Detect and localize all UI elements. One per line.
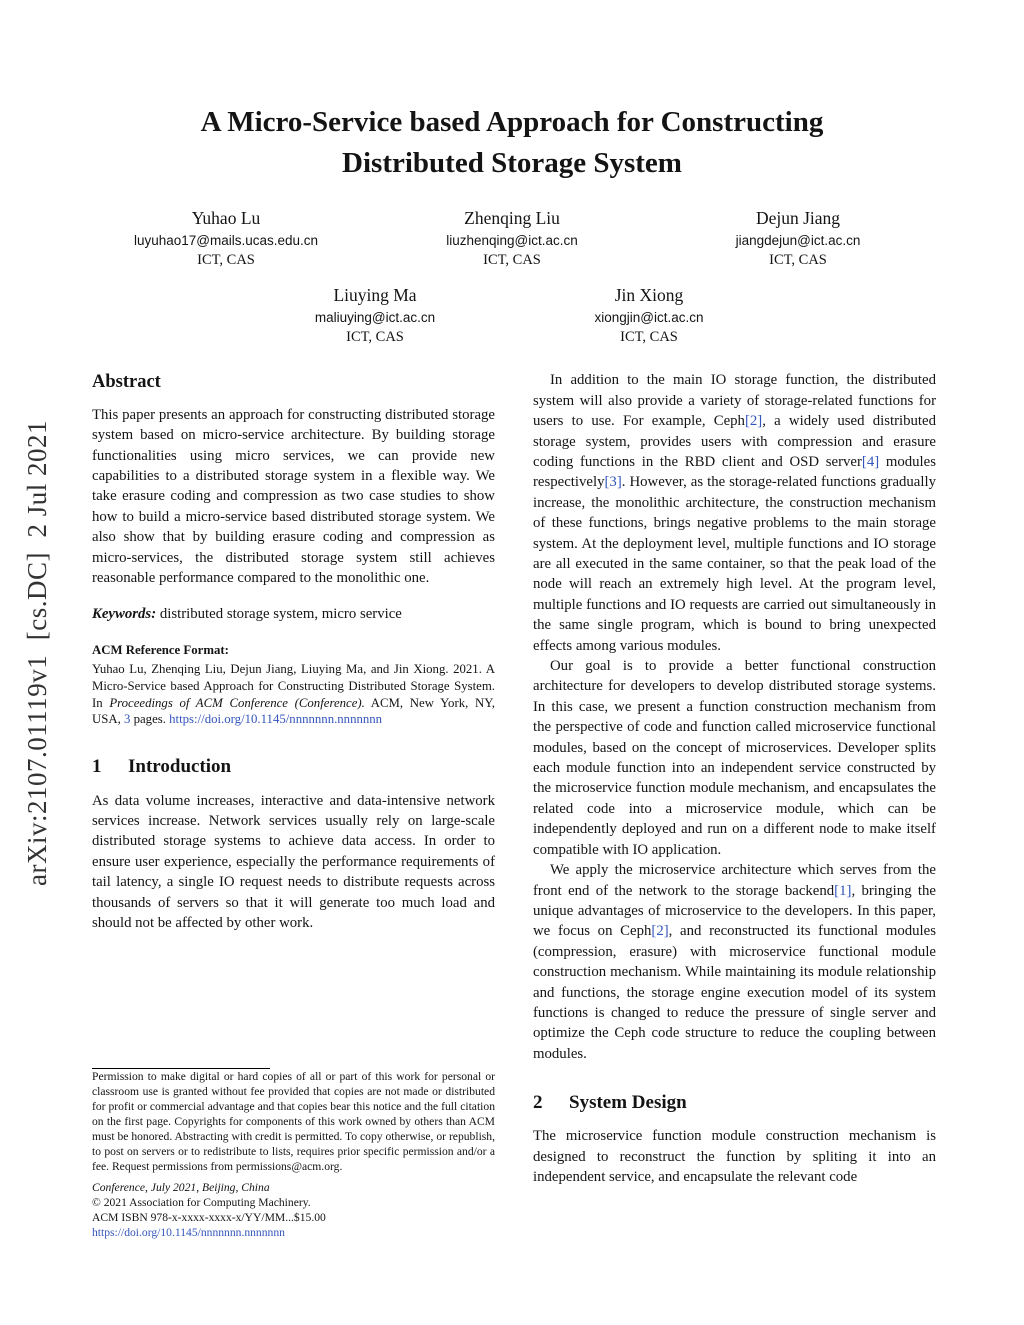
author-name: Liuying Ma [333,285,417,306]
citation-link[interactable]: [1] [834,882,852,899]
author-affiliation: ICT, CAS [769,252,827,269]
footnote-block [92,1068,495,1241]
author-affiliation: ICT, CAS [197,252,255,269]
text-segment: modules respectively [533,453,936,491]
citation-link[interactable]: [3] [604,474,622,491]
text-segment: Proceedings of ACM Conference (Conference). [109,695,365,710]
author-name: Jin Xiong [614,285,684,306]
acm-reference-label: ACM Reference Format: [92,642,229,657]
acm-reference-text [92,661,495,729]
body-paragraph: Our goal is to provide a better functional construction architecture for developers to develop distributed storage systems. In this case, we present a function construction mechanism from the perspective of code and function called microservice functional modules, based on the concept of microservices. Developer splits each module function into an independent service constructed by the microservice function module mechanism, and encapsulates the related code into a microservice module, which can be independently deployed and run on a different node to make itself compatible with IO application. [533,658,936,858]
text-segment: In addition to the main IO storage function, the distributed system will also provide a variety of storage-related functions for users to use. For example, Ceph [533,372,936,430]
author-email: xiongjin@ict.ac.cn [594,310,704,326]
section-number: 1 [92,756,102,778]
copyright-notice: © 2021 Association for Computing Machinery. [92,1196,311,1210]
abstract-paragraph: This paper presents an approach for constructing distributed storage system based on micro-service architecture. By building storage functionalities using micro services, we can provide new capabilities to a distributed storage system in a flexible way. We take erasure coding and compression as two case studies to show how to build a micro-service based distributed storage system. We also show that by building erasure coding and compression as micro-services, the distributed storage system still achieves reasonable performance compared to the monolithic one. [92,406,495,587]
author-email: maliuying@ict.ac.cn [314,310,436,326]
body-paragraph [533,370,936,656]
paper-title-line1: A Micro-Service based Approach for Constructing [200,106,824,138]
section-title: Introduction [128,756,232,778]
section-number: 2 [533,1092,543,1114]
abstract-heading: Abstract [92,372,161,393]
intro-paragraph: As data volume increases, interactive and data-intensive network services increase. Network services usually rely on large-scale distributed storage systems to achieve data access. In order to ensure user experience, especially the performance requirements of tail latency, a single IO request needs to distribute requests across thousands of servers so that it will generate too much load and should not be affected by other work. [92,792,495,932]
text-segment: pages. [130,712,170,727]
section-heading-introduction [92,754,495,780]
author-block [658,208,938,269]
paper-title [0,102,1024,184]
body-paragraph: The microservice function module construction mechanism is designed to reconstruct the function by spliting it into an independent service, and encapsulate the relevant code [533,1128,936,1186]
keywords-line [92,604,495,624]
author-email: liuzhenqing@ict.ac.cn [446,233,578,249]
section-title: System Design [569,1092,687,1114]
text-segment: We apply the microservice architecture which serves from the front end of the network to the storage backend [533,862,936,899]
keywords-label: Keywords: [92,605,157,622]
author-block [86,208,366,269]
left-column [92,370,495,1240]
author-block [372,208,652,269]
author-block [512,285,786,346]
author-name: Zhenqing Liu [464,208,560,229]
text-segment: Yuhao Lu, Zhenqing Liu, Dejun Jiang, Liuying Ma, and Jin Xiong. 2021. A Micro-Service based Approach for Constructing Distributed Storage System. In [92,661,495,710]
arxiv-watermark: arXiv:2107.01119v1 [cs.DC] 2 Jul 2021 [22,420,52,886]
pages-ref-link[interactable]: 3 [124,712,131,727]
footnote-doi-link[interactable]: https://doi.org/10.1145/nnnnnnn.nnnnnnn [92,1226,285,1240]
text-segment: . However, as the storage-related functions gradually increase, the monolithic architecture, the construction mechanism of these functions, brings negative problems to the main storage system. At the deployment level, multiple functions and IO storage are all executed in the same container, so that the peak load of the node will reach an extremely high level. At the program level, multiple functions and IO requests are carried out simultaneously in the same single program, which is bound to bring unexpected effects among various modules. [533,474,936,654]
permission-notice: Permission to make digital or hard copies of all or part of this work for personal or classroom use is granted without fee provided that copies are not made or distributed for profit or commercial advantage and that copies bear this notice and the full citation on the first page. Copyrights for components of this work owned by others than ACM must be honored. Abstracting with credit is permitted. To copy otherwise, or republish, to post on servers or to redistribute to lists, requires prior specific permission and/or a fee. Request permissions from permissions@acm.org. [92,1069,495,1174]
body-paragraph [533,860,936,1064]
author-affiliation: ICT, CAS [483,252,541,269]
acm-reference-format [92,642,495,728]
citation-link[interactable]: [2] [651,923,669,940]
authors-row-2 [86,285,938,346]
title-block [0,0,1024,346]
conference-info: Conference, July 2021, Beijing, China [92,1181,270,1195]
section-heading-system-design [533,1090,936,1116]
authors-row-1 [86,208,938,269]
citation-link[interactable]: [4] [861,453,880,470]
isbn-line: ACM ISBN 978-x-xxxx-xxxx-x/YY/MM...$15.00 [92,1211,326,1225]
text-segment: , bringing the unique advantages of microservice to the developers. In this paper, we focus on Ceph [533,882,936,940]
text-segment: , and reconstructed its functional modules (compression, erasure) with microservice functional module construction mechanism. While maintaining its module relationship and functions, the storage engine execution model of its system functions is changed to reduce the pressure of single server and optimize the Ceph code structure to reduce the coupling between modules. [533,923,936,1062]
author-email: jiangdejun@ict.ac.cn [735,233,861,249]
text-segment: ACM, New York, NY, USA, [92,695,495,727]
keywords-text: distributed storage system, micro service [156,605,402,622]
author-affiliation: ICT, CAS [346,329,404,346]
citation-link[interactable]: [2] [744,413,763,430]
author-affiliation: ICT, CAS [620,329,678,346]
two-column-body [0,370,1024,1240]
paper-title-line2: Distributed Storage System [342,147,682,180]
author-name: Yuhao Lu [191,208,261,229]
author-email: luyuhao17@mails.ucas.edu.cn [133,233,319,249]
right-column [533,370,936,1240]
text-segment: , a widely used distributed storage system, provides users with compression and erasure coding functions in the RBD client and OSD server [533,413,936,470]
author-block [238,285,512,346]
author-name: Dejun Jiang [755,208,841,229]
doi-link[interactable]: https://doi.org/10.1145/nnnnnnn.nnnnnnn [169,712,383,727]
